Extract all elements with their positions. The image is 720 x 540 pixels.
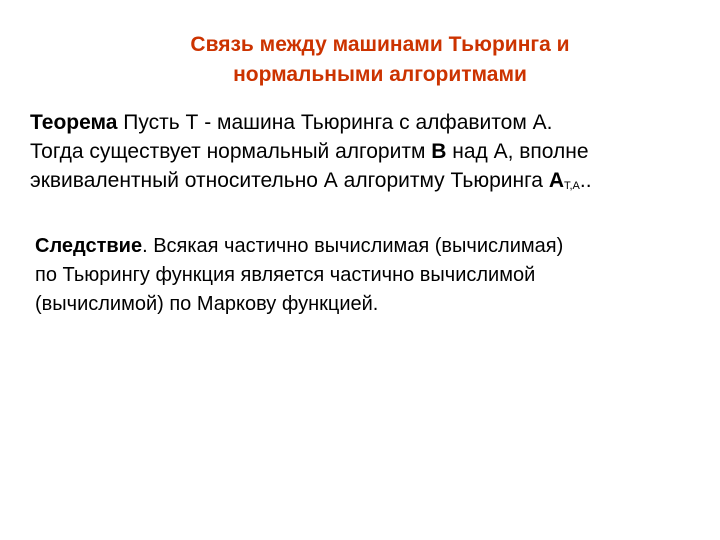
theorem-line-2 xyxy=(30,137,695,166)
theorem-line-2-post: над А, вполне xyxy=(446,140,589,163)
theorem-line-1-text: Пусть Т - машина Тьюринга с алфавитом А. xyxy=(117,111,553,134)
theorem-paragraph xyxy=(30,108,695,201)
corollary-paragraph xyxy=(35,232,695,319)
theorem-line-3-pre: эквивалентный относительно А алгоритму Тьюринга xyxy=(30,169,549,192)
corollary-line-3: (вычислимой) по Маркову функцией. xyxy=(35,293,379,315)
theorem-line-1 xyxy=(30,108,695,137)
theorem-line-2-pre: Тогда существует нормальный алгоритм xyxy=(30,140,432,163)
corollary-line-2: по Тьюрингу функция является частично вычислимой xyxy=(35,264,536,286)
title-line-1: Связь между машинами Тьюринга и xyxy=(190,33,570,56)
corollary-line-1-text: . Всякая частично вычислимая (вычислимая) xyxy=(142,235,564,257)
theorem-line-3 xyxy=(30,166,695,201)
slide-title xyxy=(110,30,650,90)
algorithm-a-subscript: Т,А xyxy=(563,180,580,192)
title-line-2: нормальными алгоритмами xyxy=(233,63,527,86)
corollary-line-1 xyxy=(35,232,695,261)
algorithm-b-symbol: В xyxy=(431,140,447,163)
theorem-term: Теорема xyxy=(30,111,118,134)
algorithm-a-symbol: А xyxy=(548,169,564,192)
corollary-term: Следствие xyxy=(35,235,143,257)
theorem-line-3-post: .. xyxy=(579,169,592,192)
